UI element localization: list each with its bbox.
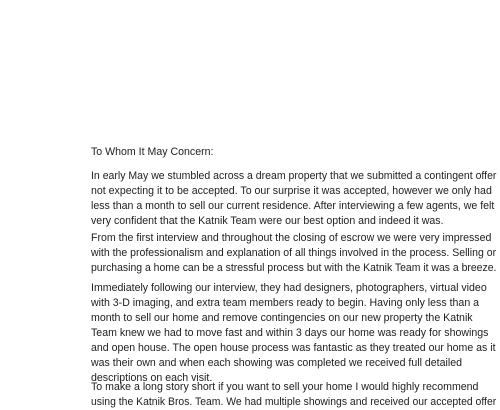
paragraph-1-line-3: less than a month to sell our current residence. After interviewing a few agents, we felt xyxy=(91,200,495,212)
paragraph-1-line-2: not expecting it to be accepted. To our surprise it was accepted, however we only had xyxy=(91,185,492,197)
paragraph-3-line-1: Immediately following our interview, they had designers, photographers, virtual video xyxy=(91,282,487,294)
paragraph-3-line-4: Team knew we had to move fast and within 3 days our home was ready for showings xyxy=(91,327,489,339)
paragraph-4-line-1: To make a long story short if you want to sell your home I would highly recommend xyxy=(91,381,479,393)
paragraph-1-line-4: very confident that the Katnik Team were our best option and indeed it was. xyxy=(91,215,444,227)
paragraph-3-line-5: and open house. The open house process was fantastic as they treated our home as it xyxy=(91,342,496,354)
paragraph-3-line-3: month to sell our home and remove contingencies on our new property the Katnik xyxy=(91,312,473,324)
paragraph-3-line-7: descriptions on each visit. xyxy=(91,372,213,384)
paragraph-2-line-3: purchasing a home can be a stressful process but with the Katnik Team it was a breeze. xyxy=(91,262,497,274)
paragraph-1-line-1: In early May we stumbled across a dream property that we submitted a contingent offer xyxy=(91,170,497,182)
salutation: To Whom It May Concern: xyxy=(91,146,214,158)
paragraph-2-line-1: From the first interview and throughout the closing of escrow we were very impressed xyxy=(91,232,492,244)
paragraph-3-line-2: with 3-D imaging, and extra team members ready to begin. Having only less than a xyxy=(91,297,480,309)
paragraph-3-line-6: was their own and when each showing was completed we received full detailed xyxy=(91,357,462,369)
paragraph-4-line-2: using the Katnik Bros. Team. We had multiple showings and received our accepted offer xyxy=(91,396,497,408)
paragraph-2-line-2: with the professionalism and explanation of all things involved in the process. Selling or xyxy=(91,247,497,259)
